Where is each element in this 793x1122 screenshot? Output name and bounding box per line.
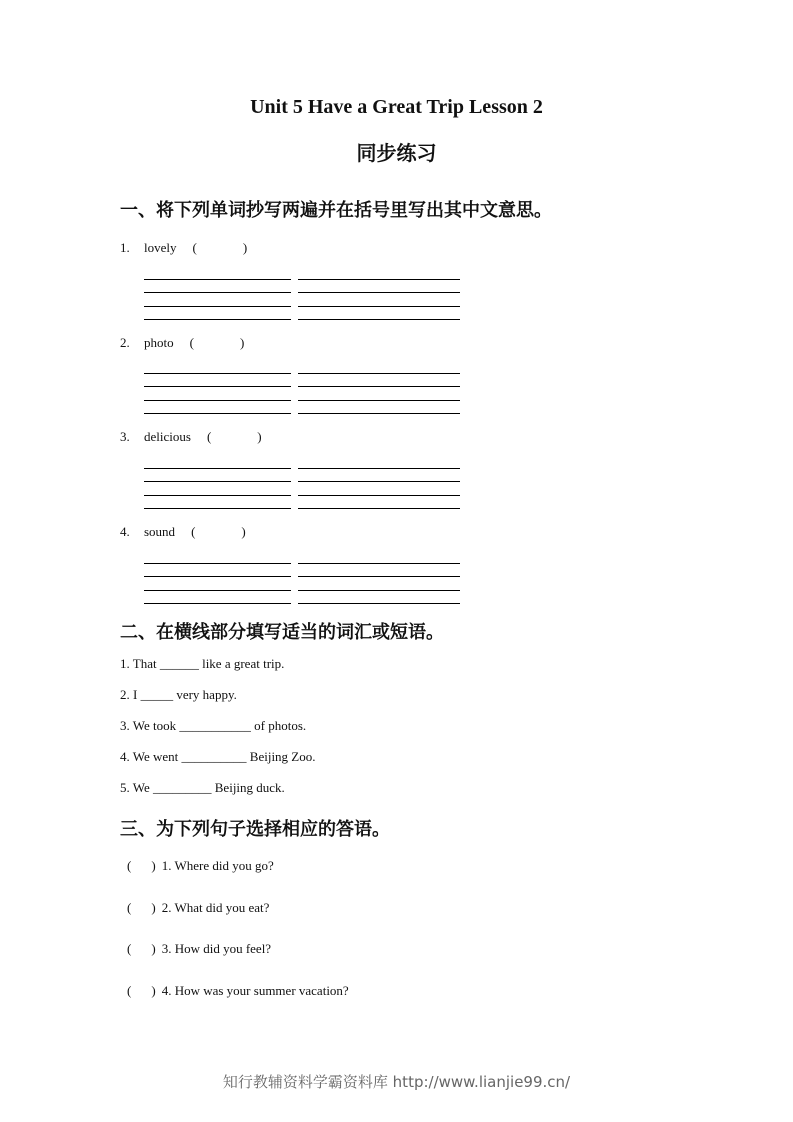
paren-open: ( — [192, 240, 197, 255]
question-text: 4. How was your summer vacation? — [161, 983, 349, 998]
writing-line — [144, 413, 291, 414]
paren-close: ) — [241, 524, 246, 539]
paren-close: ) — [151, 941, 156, 956]
writing-line — [144, 373, 291, 374]
fill-sentence-1: 1. That ______ like a great trip. — [120, 656, 285, 671]
section3-heading: 三、为下列句子选择相应的答语。 — [120, 819, 390, 840]
choice-item-3 — [127, 941, 271, 957]
writing-line — [298, 400, 460, 401]
copy-lines-2[interactable] — [144, 373, 460, 418]
question-text: 2. What did you eat? — [161, 900, 270, 915]
paren-open: ( — [127, 941, 132, 956]
writing-line — [298, 495, 460, 496]
writing-line — [298, 481, 460, 482]
writing-line — [298, 468, 460, 469]
writing-line — [298, 603, 460, 604]
copy-lines-1[interactable] — [144, 279, 460, 324]
choice-item-2 — [127, 900, 269, 916]
item-number: 1. — [120, 240, 130, 255]
writing-line — [144, 576, 291, 577]
footer-watermark: 知行教辅资料学霸资料库 http://www.lianjie99.cn/ — [222, 1073, 571, 1091]
item-number: 4. — [120, 524, 130, 539]
word-item-4 — [120, 524, 246, 540]
choice-item-1 — [127, 858, 274, 874]
writing-line — [144, 386, 291, 387]
writing-line — [144, 306, 291, 307]
paren-open: ( — [189, 335, 194, 350]
writing-line — [298, 576, 460, 577]
word-text: delicious — [144, 429, 191, 444]
paren-close: ) — [239, 335, 245, 350]
item-number: 2. — [120, 335, 130, 350]
page-title: Unit 5 Have a Great Trip Lesson 2 — [250, 96, 543, 118]
fill-sentence-4: 4. We went __________ Beijing Zoo. — [120, 749, 316, 764]
writing-line — [298, 563, 460, 564]
writing-line — [144, 495, 291, 496]
paren-open: ( — [191, 524, 196, 539]
writing-line — [144, 590, 291, 591]
fill-sentence-2: 2. I _____ very happy. — [120, 687, 237, 702]
paren-open: ( — [127, 900, 132, 915]
word-text: sound — [144, 524, 176, 539]
paren-close: ) — [257, 429, 262, 444]
section2-heading: 二、在横线部分填写适当的词汇或短语。 — [120, 622, 444, 643]
writing-line — [298, 306, 460, 307]
fill-sentence-5: 5. We _________ Beijing duck. — [120, 780, 285, 795]
paren-close: ) — [151, 983, 156, 998]
writing-line — [144, 279, 291, 280]
writing-line — [144, 468, 291, 469]
writing-line — [144, 319, 291, 320]
choice-item-4 — [127, 983, 349, 999]
question-text: 1. Where did you go? — [161, 858, 274, 873]
writing-line — [298, 386, 460, 387]
writing-line — [144, 292, 291, 293]
word-item-2 — [120, 335, 244, 351]
writing-line — [144, 508, 291, 509]
question-text: 3. How did you feel? — [161, 941, 272, 956]
paren-open: ( — [206, 429, 212, 444]
page-subtitle: 同步练习 — [356, 141, 437, 165]
writing-line — [144, 603, 291, 604]
section1-heading: 一、将下列单词抄写两遍并在括号里写出其中文意思。 — [120, 200, 552, 221]
writing-line — [298, 319, 460, 320]
writing-line — [144, 481, 291, 482]
writing-line — [298, 413, 460, 414]
copy-lines-4[interactable] — [144, 563, 460, 608]
paren-close: ) — [151, 858, 156, 873]
word-text: lovely — [144, 240, 177, 255]
fill-sentence-3: 3. We took ___________ of photos. — [120, 718, 307, 733]
writing-line — [298, 590, 460, 591]
writing-line — [298, 508, 460, 509]
writing-line — [298, 373, 460, 374]
paren-open: ( — [127, 983, 132, 998]
word-item-3 — [120, 429, 262, 445]
writing-line — [144, 563, 291, 564]
writing-line — [298, 292, 460, 293]
writing-line — [144, 400, 291, 401]
copy-lines-3[interactable] — [144, 468, 460, 513]
paren-close: ) — [151, 900, 156, 915]
writing-line — [298, 279, 460, 280]
word-item-1 — [120, 240, 247, 256]
item-number: 3. — [120, 429, 130, 444]
paren-close: ) — [242, 240, 248, 255]
word-text: photo — [144, 335, 174, 350]
paren-open: ( — [127, 858, 132, 873]
